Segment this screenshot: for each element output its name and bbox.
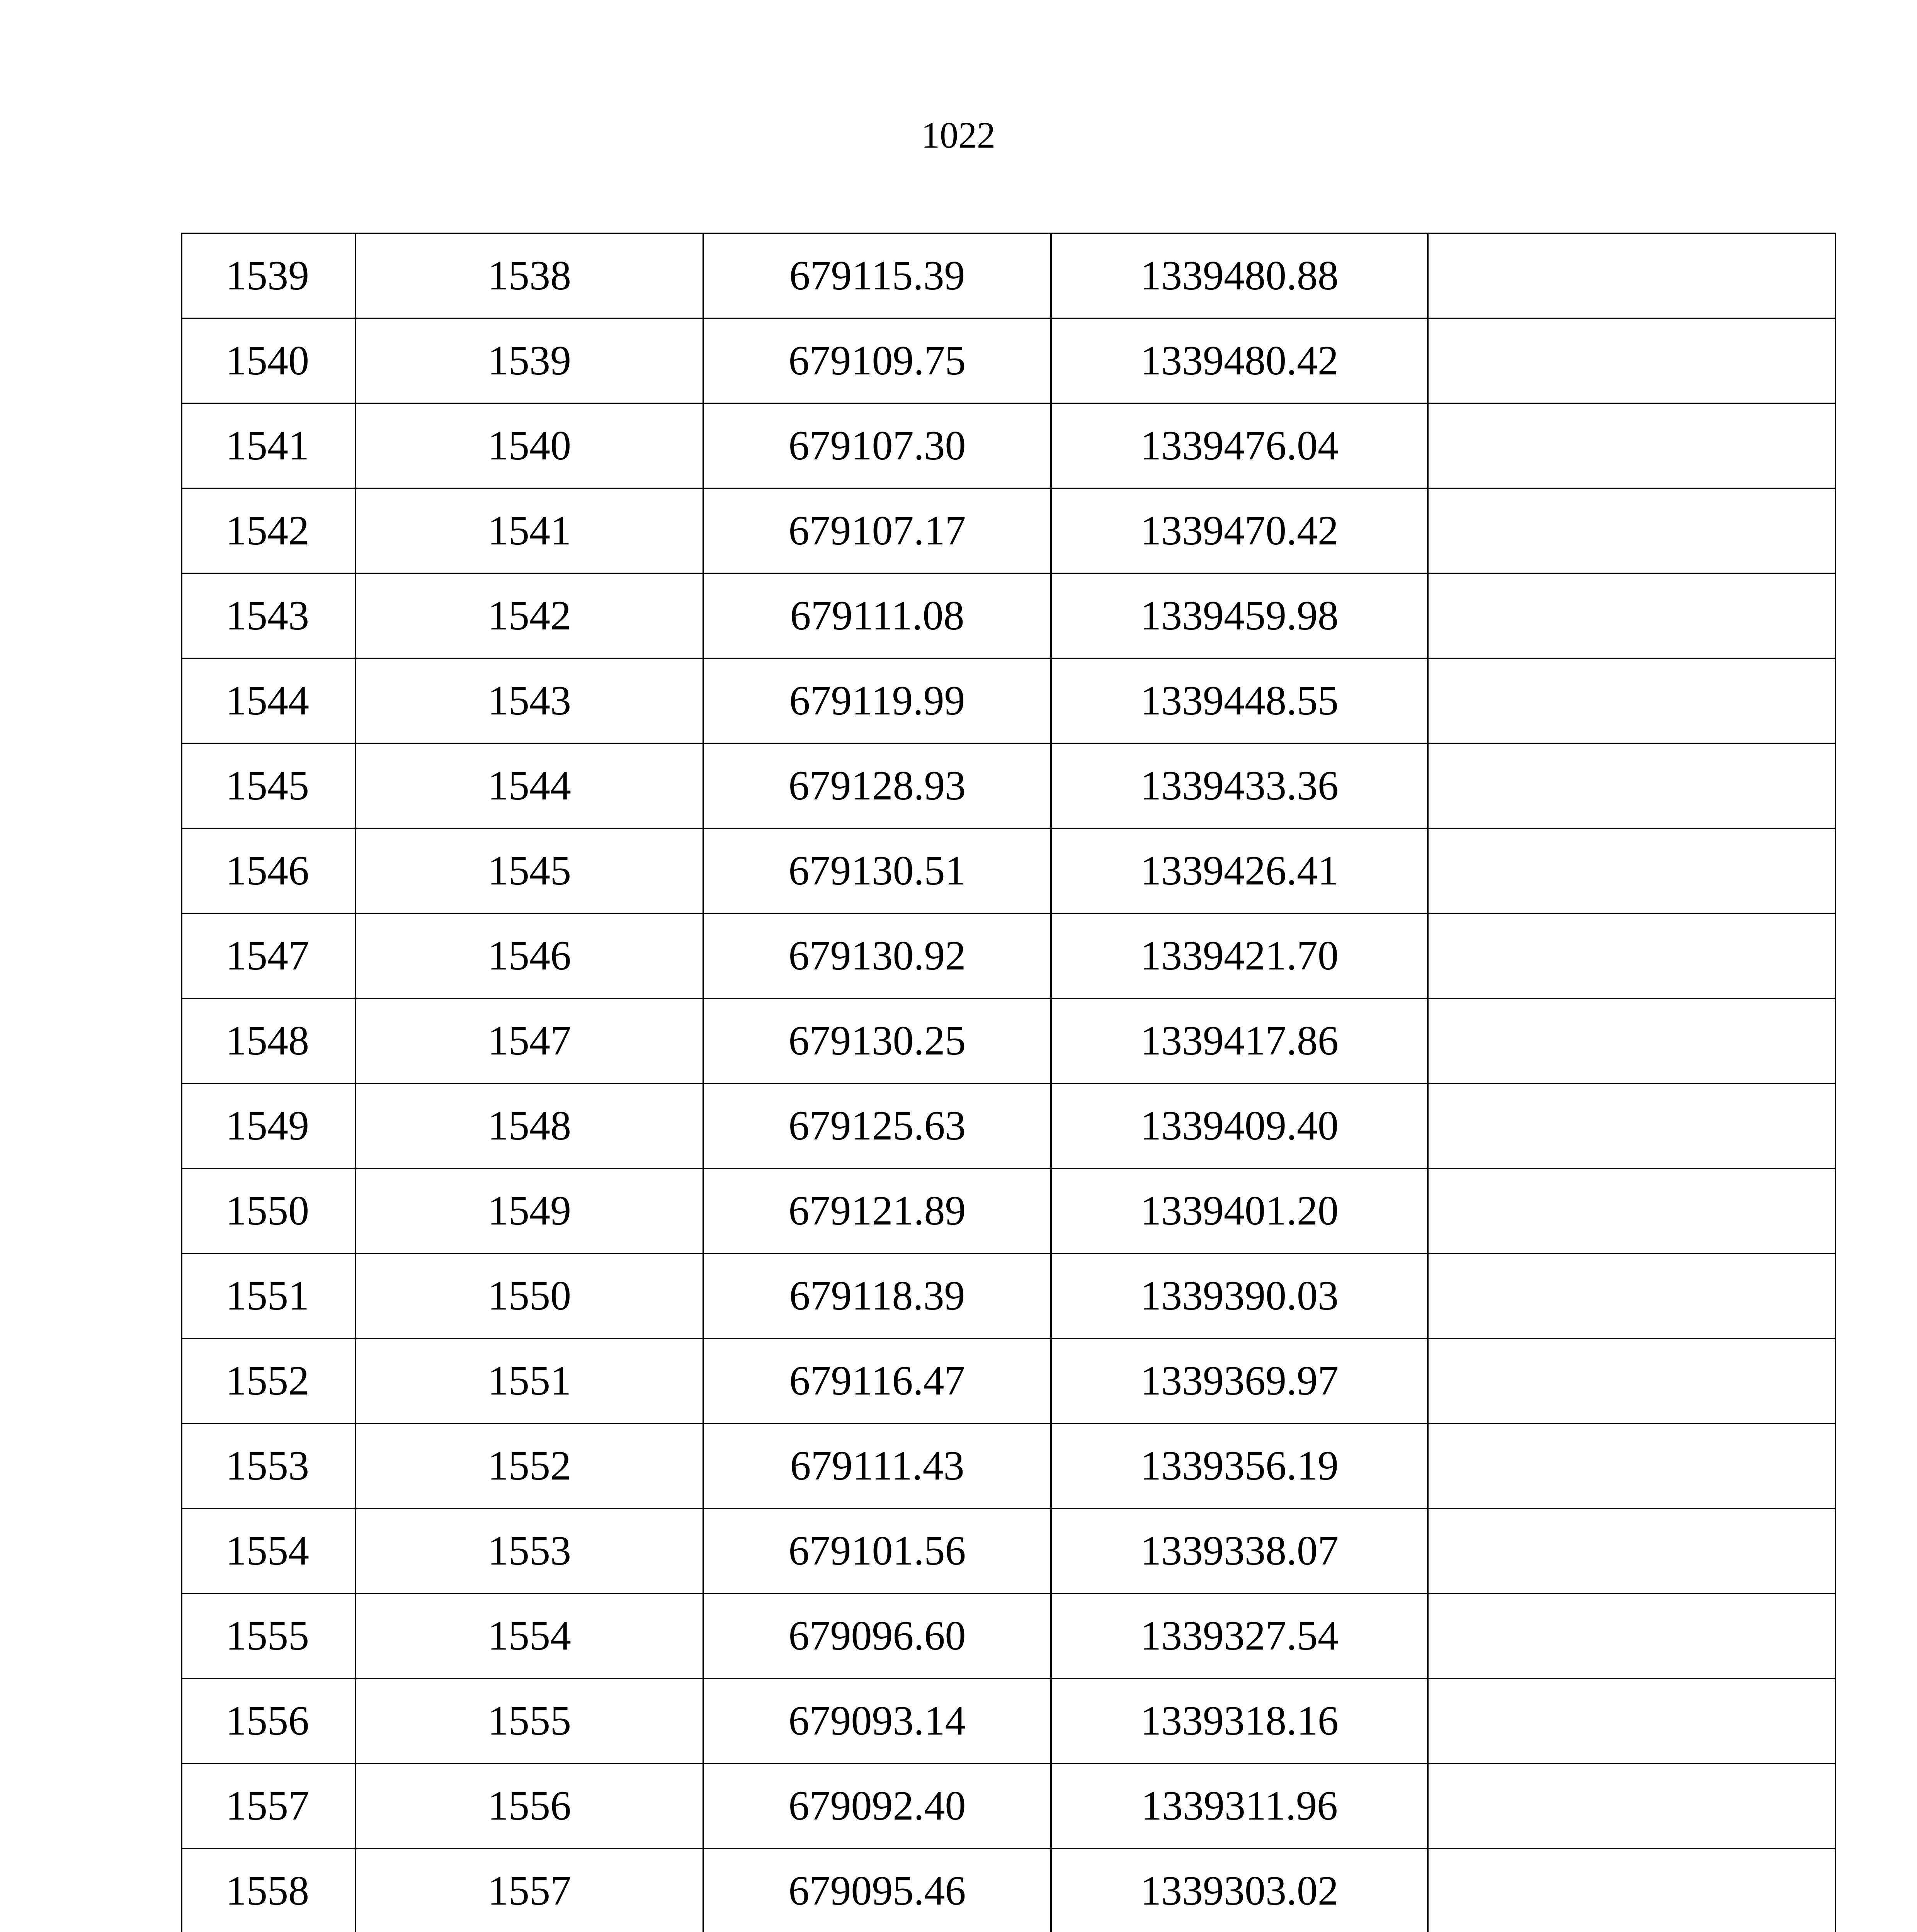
cell-point-number: 1546 [182, 828, 356, 913]
cell-point-number: 1542 [182, 488, 356, 573]
cell-note [1428, 1083, 1835, 1168]
table-row [182, 403, 1835, 488]
cell-x-coordinate: 679101.56 [703, 1509, 1051, 1594]
table-row [182, 1168, 1835, 1253]
cell-x-coordinate: 679107.17 [703, 488, 1051, 573]
cell-point-number: 1547 [182, 913, 356, 998]
cell-note [1428, 1509, 1835, 1594]
cell-y-coordinate: 1339409.40 [1051, 1083, 1428, 1168]
cell-note [1428, 1764, 1835, 1849]
cell-x-coordinate: 679130.25 [703, 998, 1051, 1083]
cell-y-coordinate: 1339390.03 [1051, 1253, 1428, 1338]
cell-x-coordinate: 679128.93 [703, 743, 1051, 828]
cell-note [1428, 658, 1835, 743]
table-row [182, 573, 1835, 658]
table-row [182, 318, 1835, 403]
cell-x-coordinate: 679125.63 [703, 1083, 1051, 1168]
cell-x-coordinate: 679111.43 [703, 1423, 1051, 1509]
cell-previous-point: 1548 [356, 1083, 703, 1168]
cell-point-number: 1553 [182, 1423, 356, 1509]
cell-y-coordinate: 1339311.96 [1051, 1764, 1428, 1849]
cell-y-coordinate: 1339356.19 [1051, 1423, 1428, 1509]
cell-previous-point: 1554 [356, 1594, 703, 1679]
cell-point-number: 1543 [182, 573, 356, 658]
cell-y-coordinate: 1339459.98 [1051, 573, 1428, 658]
table-row [182, 1849, 1835, 1932]
cell-point-number: 1551 [182, 1253, 356, 1338]
cell-x-coordinate: 679115.39 [703, 233, 1051, 318]
cell-y-coordinate: 1339480.42 [1051, 318, 1428, 403]
table-row [182, 828, 1835, 913]
table-row [182, 1679, 1835, 1764]
cell-note [1428, 488, 1835, 573]
cell-y-coordinate: 1339338.07 [1051, 1509, 1428, 1594]
table-row [182, 658, 1835, 743]
cell-point-number: 1544 [182, 658, 356, 743]
cell-note [1428, 1423, 1835, 1509]
table-row [182, 1083, 1835, 1168]
cell-previous-point: 1541 [356, 488, 703, 573]
cell-previous-point: 1543 [356, 658, 703, 743]
cell-previous-point: 1538 [356, 233, 703, 318]
cell-point-number: 1556 [182, 1679, 356, 1764]
coordinate-table [181, 233, 1836, 1932]
table-row [182, 743, 1835, 828]
cell-previous-point: 1544 [356, 743, 703, 828]
cell-previous-point: 1546 [356, 913, 703, 998]
table-row [182, 913, 1835, 998]
cell-note [1428, 233, 1835, 318]
cell-previous-point: 1550 [356, 1253, 703, 1338]
cell-note [1428, 1679, 1835, 1764]
cell-note [1428, 403, 1835, 488]
cell-y-coordinate: 1339426.41 [1051, 828, 1428, 913]
cell-point-number: 1550 [182, 1168, 356, 1253]
table-row [182, 233, 1835, 318]
cell-y-coordinate: 1339476.04 [1051, 403, 1428, 488]
cell-previous-point: 1551 [356, 1338, 703, 1423]
cell-note [1428, 1338, 1835, 1423]
cell-previous-point: 1545 [356, 828, 703, 913]
cell-previous-point: 1539 [356, 318, 703, 403]
cell-x-coordinate: 679121.89 [703, 1168, 1051, 1253]
cell-previous-point: 1540 [356, 403, 703, 488]
cell-note [1428, 1253, 1835, 1338]
cell-point-number: 1552 [182, 1338, 356, 1423]
cell-point-number: 1555 [182, 1594, 356, 1679]
table-row [182, 1594, 1835, 1679]
cell-x-coordinate: 679092.40 [703, 1764, 1051, 1849]
cell-previous-point: 1557 [356, 1849, 703, 1932]
cell-note [1428, 998, 1835, 1083]
cell-y-coordinate: 1339369.97 [1051, 1338, 1428, 1423]
cell-y-coordinate: 1339480.88 [1051, 233, 1428, 318]
cell-previous-point: 1553 [356, 1509, 703, 1594]
table-row [182, 1338, 1835, 1423]
cell-point-number: 1549 [182, 1083, 356, 1168]
cell-y-coordinate: 1339421.70 [1051, 913, 1428, 998]
cell-previous-point: 1556 [356, 1764, 703, 1849]
coordinate-table-body [182, 233, 1835, 1932]
cell-previous-point: 1547 [356, 998, 703, 1083]
cell-x-coordinate: 679130.51 [703, 828, 1051, 913]
cell-note [1428, 913, 1835, 998]
cell-note [1428, 318, 1835, 403]
cell-previous-point: 1549 [356, 1168, 703, 1253]
cell-y-coordinate: 1339448.55 [1051, 658, 1428, 743]
cell-note [1428, 743, 1835, 828]
cell-y-coordinate: 1339401.20 [1051, 1168, 1428, 1253]
cell-x-coordinate: 679107.30 [703, 403, 1051, 488]
table-row [182, 1253, 1835, 1338]
cell-y-coordinate: 1339417.86 [1051, 998, 1428, 1083]
table-row [182, 1764, 1835, 1849]
cell-point-number: 1540 [182, 318, 356, 403]
cell-previous-point: 1552 [356, 1423, 703, 1509]
cell-y-coordinate: 1339318.16 [1051, 1679, 1428, 1764]
cell-x-coordinate: 679109.75 [703, 318, 1051, 403]
cell-x-coordinate: 679095.46 [703, 1849, 1051, 1932]
cell-note [1428, 1594, 1835, 1679]
table-row [182, 488, 1835, 573]
cell-point-number: 1554 [182, 1509, 356, 1594]
cell-x-coordinate: 679130.92 [703, 913, 1051, 998]
cell-y-coordinate: 1339303.02 [1051, 1849, 1428, 1932]
cell-note [1428, 1849, 1835, 1932]
page-number: 1022 [921, 114, 995, 156]
cell-x-coordinate: 679093.14 [703, 1679, 1051, 1764]
cell-x-coordinate: 679111.08 [703, 573, 1051, 658]
cell-note [1428, 573, 1835, 658]
cell-x-coordinate: 679096.60 [703, 1594, 1051, 1679]
cell-y-coordinate: 1339327.54 [1051, 1594, 1428, 1679]
cell-x-coordinate: 679118.39 [703, 1253, 1051, 1338]
cell-previous-point: 1555 [356, 1679, 703, 1764]
cell-point-number: 1545 [182, 743, 356, 828]
table-row [182, 998, 1835, 1083]
cell-note [1428, 828, 1835, 913]
cell-y-coordinate: 1339433.36 [1051, 743, 1428, 828]
cell-point-number: 1557 [182, 1764, 356, 1849]
cell-y-coordinate: 1339470.42 [1051, 488, 1428, 573]
cell-point-number: 1548 [182, 998, 356, 1083]
cell-point-number: 1558 [182, 1849, 356, 1932]
cell-x-coordinate: 679116.47 [703, 1338, 1051, 1423]
cell-previous-point: 1542 [356, 573, 703, 658]
table-row [182, 1509, 1835, 1594]
cell-x-coordinate: 679119.99 [703, 658, 1051, 743]
cell-note [1428, 1168, 1835, 1253]
table-row [182, 1423, 1835, 1509]
cell-point-number: 1539 [182, 233, 356, 318]
cell-point-number: 1541 [182, 403, 356, 488]
